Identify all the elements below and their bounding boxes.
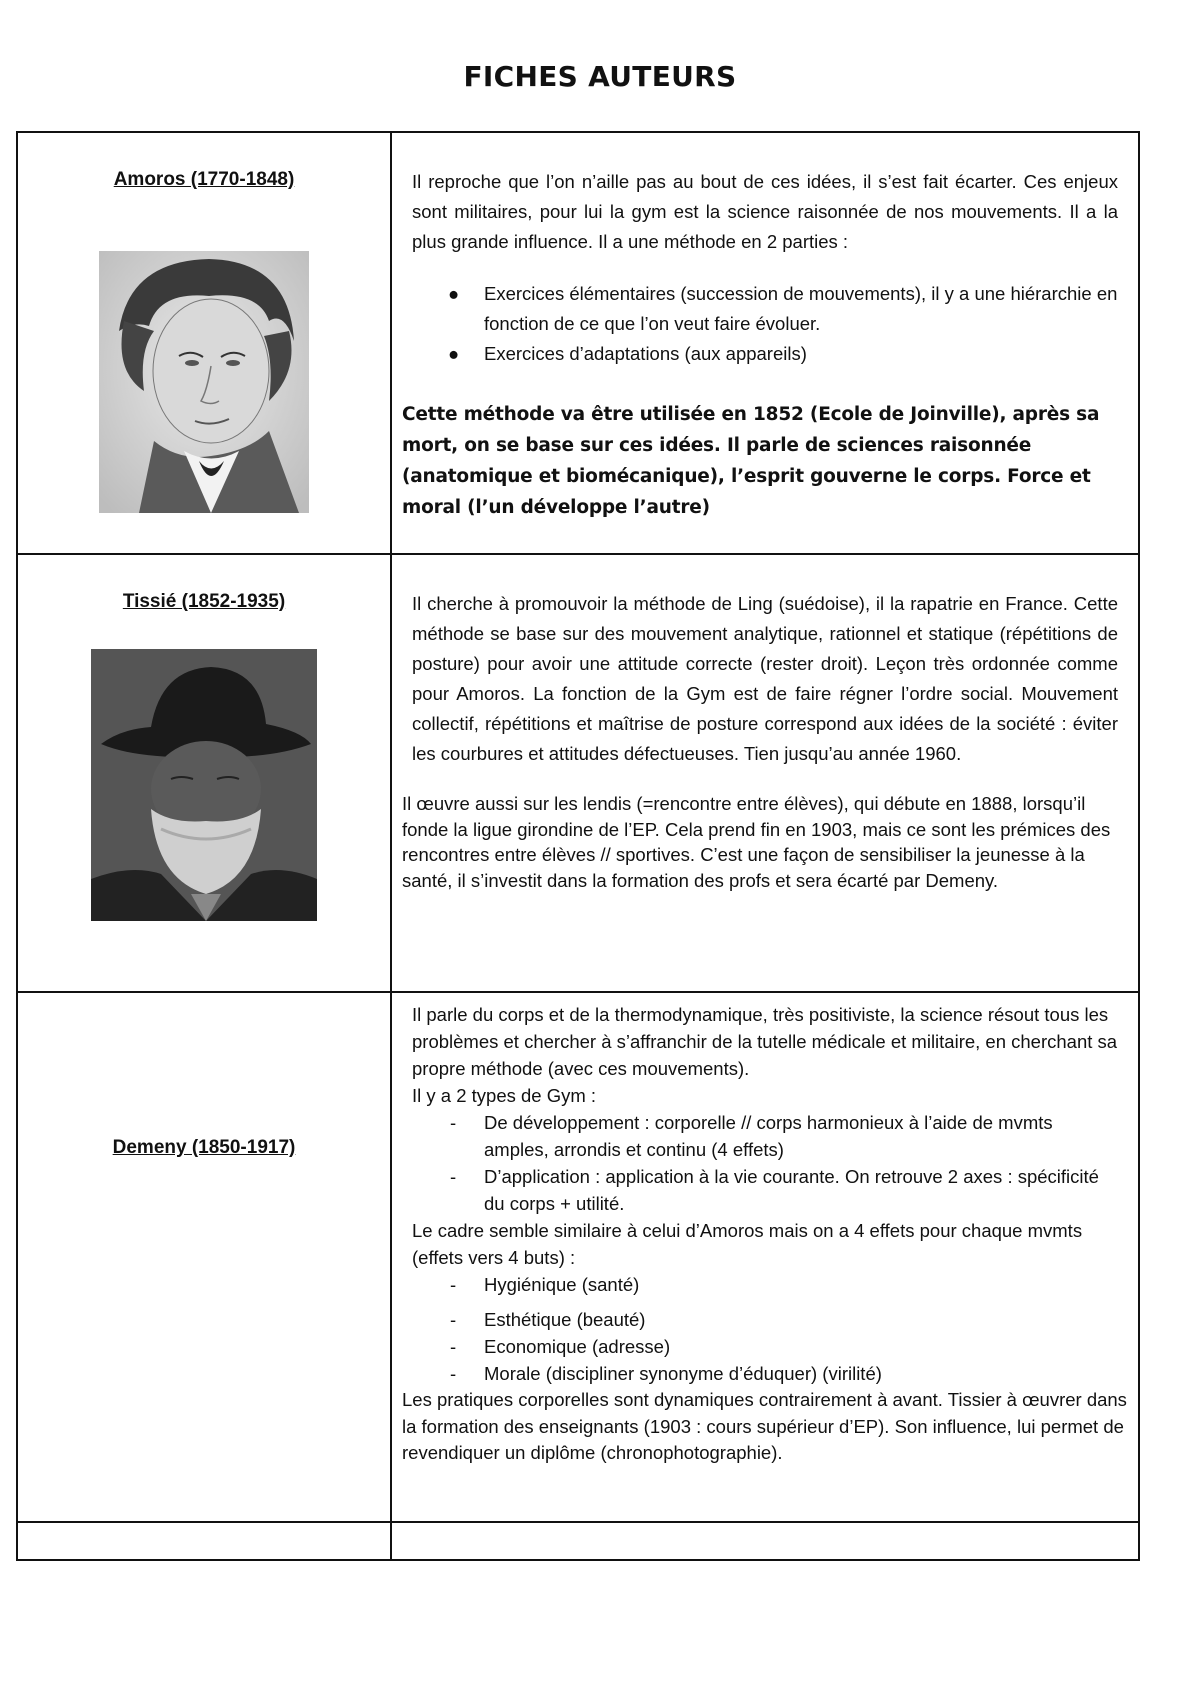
author-name: Tissié (1852-1935) bbox=[122, 591, 286, 612]
demeny-types-list bbox=[412, 1109, 1118, 1217]
tissie-second-text: Il œuvre aussi sur les lendis (=rencontre entre élèves), qui débute en 1888, lorsqu’il fonde la ligue girondine de l’EP. Cela prend fin en 1903, mais ce sont les prémices des rencontres entre élèves // sportives. C’est une façon de sensibiliser la jeunesse à la santé, il s’investit dans la formation des profs et sera écarté par Demeny. bbox=[402, 793, 1111, 891]
list-item: ● Exercices d’adaptations (aux appareils) bbox=[412, 339, 1118, 369]
author-name: Demeny (1850-1917) bbox=[112, 1137, 296, 1158]
author-name: Amoros (1770-1848) bbox=[113, 169, 295, 190]
list-item: - Morale (discipliner synonyme d’éduquer) (virilité) bbox=[412, 1360, 1118, 1387]
list-item: - Esthétique (beauté) bbox=[412, 1306, 1118, 1333]
portrait-tissie-image bbox=[91, 649, 317, 921]
list-item: - Hygiénique (santé) bbox=[412, 1271, 1118, 1298]
bullet-icon: ● bbox=[448, 343, 460, 364]
list-item: - Economique (adresse) bbox=[412, 1333, 1118, 1360]
description-cell bbox=[391, 554, 1139, 992]
dash-icon: - bbox=[450, 1363, 457, 1384]
dash-icon: - bbox=[450, 1274, 457, 1295]
table-row-amoros bbox=[17, 132, 1139, 554]
authors-table bbox=[16, 131, 1140, 1561]
amoros-intro-text: Il reproche que l’on n’aille pas au bout de ces idées, il s’est fait écarter. Ces enjeux sont militaires, pour lui la gym est la science raisonnée de nos mouvements. Il a la plus grande influence. Il a une méthode en 2 parties : bbox=[412, 171, 1118, 252]
demeny-types-text: Il y a 2 types de Gym : bbox=[412, 1085, 597, 1106]
demeny-framework-text: Le cadre semble similaire à celui d’Amoros mais on a 4 effets pour chaque mvmts (effets vers 4 buts) : bbox=[412, 1220, 1083, 1268]
portrait-amoros-image bbox=[99, 251, 309, 513]
page-title: FICHES AUTEURS bbox=[463, 60, 737, 93]
empty-cell bbox=[17, 1522, 391, 1560]
description-cell bbox=[391, 992, 1139, 1522]
demeny-intro-text: Il parle du corps et de la thermodynamique, très positiviste, la science résout tous les problèmes et chercher à s’affranchir de la tutelle médicale et militaire, en cherchant sa propre méthode (avec ces mouvements). bbox=[412, 1004, 1118, 1079]
author-cell bbox=[17, 132, 391, 554]
table-row-tissie bbox=[17, 554, 1139, 992]
bullet-icon: ● bbox=[448, 283, 460, 304]
dash-icon: - bbox=[450, 1309, 457, 1330]
list-item: - De développement : corporelle // corps harmonieux à l’aide de mvmts amples, arrondis et continu (4 effets) bbox=[412, 1109, 1118, 1163]
author-cell bbox=[17, 554, 391, 992]
tissie-intro-text: Il cherche à promouvoir la méthode de Ling (suédoise), il la rapatrie en France. Cette méthode se base sur des mouvement analytique, rationnel et statique (répétitions de posture) pour avoir une attitude correcte (rester droit). Leçon très ordonnée comme pour Amoros. La fonction de la Gym est de faire régner l’ordre social. Mouvement collectif, répétitions et maîtrise de posture correspond aux idées de la société : éviter les courbures et attitudes défectueuses. Tien jusqu’au année 1960. bbox=[412, 593, 1118, 764]
amoros-method-list bbox=[412, 279, 1118, 369]
amoros-bold-text: Cette méthode va être utilisée en 1852 (Ecole de Joinville), après sa mort, on se base sur ces idées. Il parle de sciences raisonnée (anatomique et biomécanique), l’esprit gouverne le corps. Force et moral (l’un développe l’autre) bbox=[402, 404, 1100, 518]
demeny-effects-list bbox=[412, 1271, 1118, 1387]
list-item: ● Exercices élémentaires (succession de mouvements), il y a une hiérarchie en fonction de ce que l’on veut faire évoluer. bbox=[412, 279, 1118, 339]
author-cell bbox=[17, 992, 391, 1522]
demeny-conclusion-text: Les pratiques corporelles sont dynamiques contrairement à avant. Tissier à œuvrer dans la formation des enseignants (1903 : cours supérieur d’EP). Son influence, lui permet de revendiquer un diplôme (chronophotographie). bbox=[402, 1389, 1127, 1463]
dash-icon: - bbox=[450, 1112, 457, 1133]
description-cell bbox=[391, 132, 1139, 554]
empty-cell bbox=[391, 1522, 1139, 1560]
dash-icon: - bbox=[450, 1336, 457, 1357]
table-row-demeny bbox=[17, 992, 1139, 1522]
dash-icon: - bbox=[450, 1166, 457, 1187]
table-row-empty bbox=[17, 1522, 1139, 1560]
list-item: - D’application : application à la vie courante. On retrouve 2 axes : spécificité du corps + utilité. bbox=[412, 1163, 1118, 1217]
